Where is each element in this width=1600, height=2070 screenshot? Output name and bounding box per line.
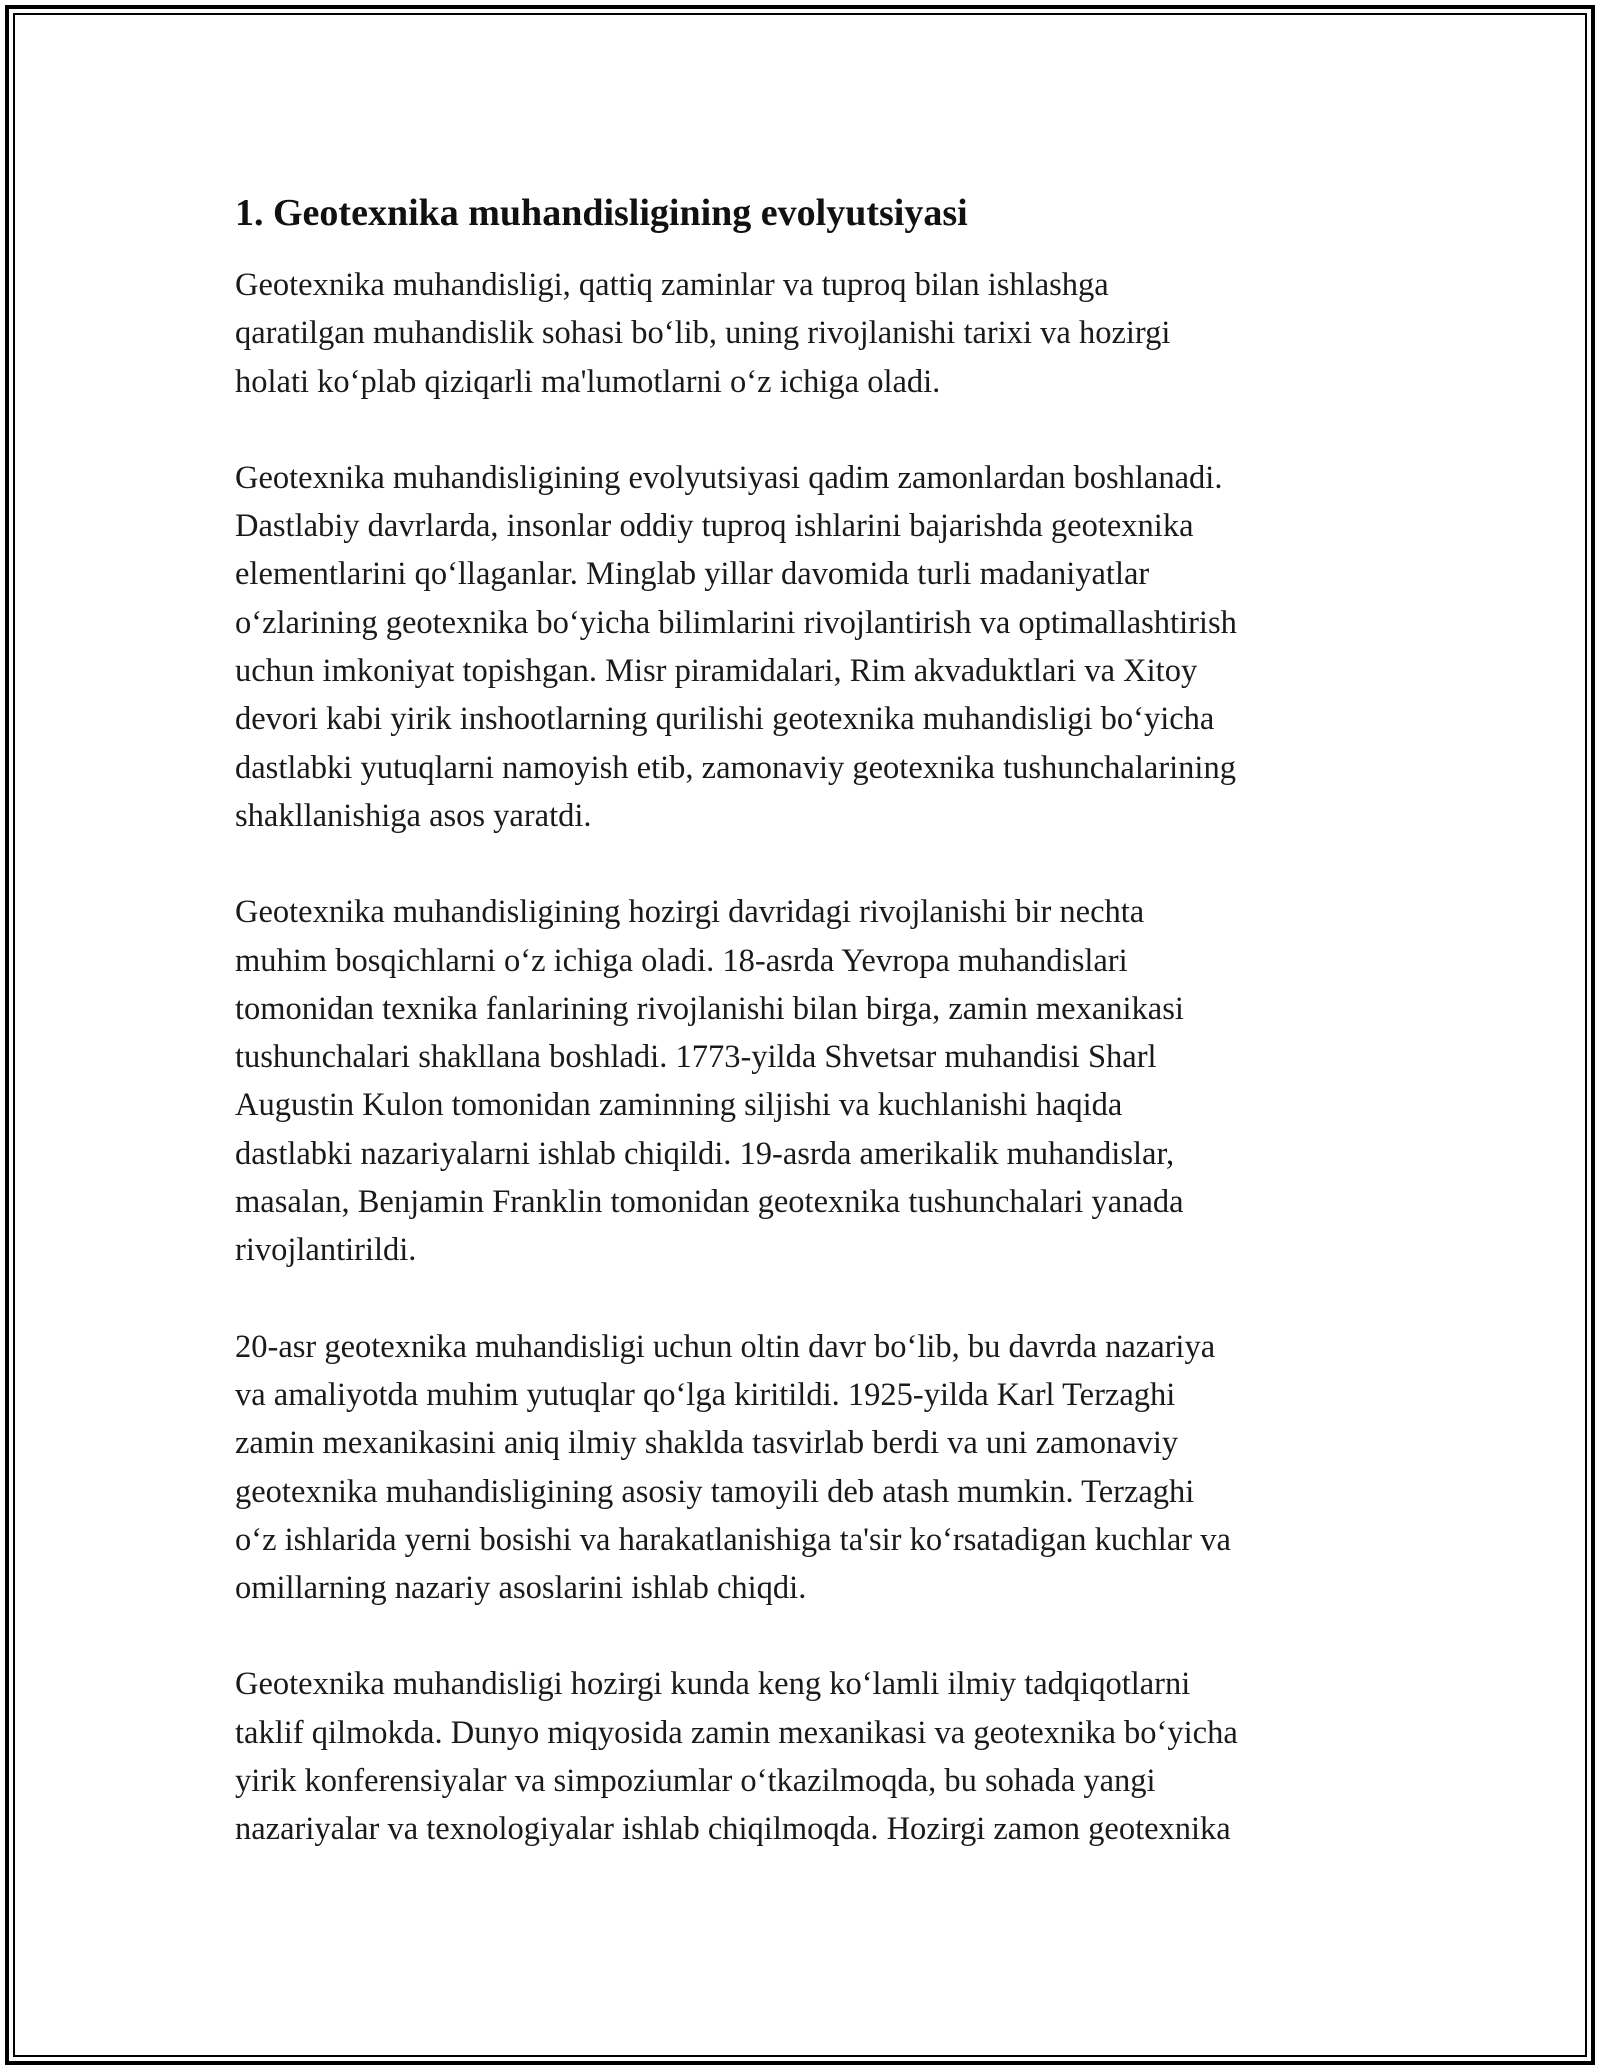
text-line: muhim bosqichlarni o‘z ichiga oladi. 18-asrda Yevropa muhandislari [235, 942, 1128, 979]
text-line: taklif qilmokda. Dunyo miqyosida zamin mexanikasi va geotexnika bo‘yicha [235, 1714, 1238, 1751]
paragraph-20th-century [235, 1323, 1375, 1613]
text-line: Dastlabiy davrlarda, insonlar oddiy tuproq ishlarini bajarishda geotexnika [235, 508, 1194, 545]
text-line: dastlabki yutuqlarni namoyish etib, zamonaviy geotexnika tushunchalarining [235, 749, 1236, 786]
text-line: Geotexnika muhandisligining hozirgi davridagi rivojlanishi bir nechta [235, 894, 1145, 931]
text-line: Geotexnika muhandisligi hozirgi kunda keng ko‘lamli ilmiy tadqiqotlarni [235, 1666, 1191, 1703]
text-line: va amaliyotda muhim yutuqlar qo‘lga kiritildi. 1925-yilda Karl Terzaghi [235, 1376, 1176, 1413]
text-line: shakllanishiga asos yaratdi. [235, 797, 592, 834]
paragraph-present-day [235, 1660, 1375, 1853]
section-heading: 1. Geotexnika muhandisligining evolyutsiyasi [235, 192, 968, 234]
text-line: o‘zlarining geotexnika bo‘yicha bilimlarini rivojlantirish va optimallashtirish [235, 604, 1237, 641]
text-line: dastlabki nazariyalarni ishlab chiqildi. 19-asrda amerikalik muhandislar, [235, 1135, 1175, 1172]
text-line: elementlarini qo‘llaganlar. Minglab yillar davomida turli madaniyatlar [235, 556, 1150, 593]
text-line: holati ko‘plab qiziqarli ma'lumotlarni o‘z ichiga oladi. [235, 363, 941, 400]
text-line: yirik konferensiyalar va simpoziumlar o‘tkazilmoqda, bu sohada yangi [235, 1763, 1156, 1800]
text-line: omillarning nazariy asoslarini ishlab chiqdi. [235, 1570, 807, 1607]
text-line: o‘z ishlarida yerni bosishi va harakatlanishiga ta'sir ko‘rsatadigan kuchlar va [235, 1521, 1231, 1558]
text-line: rivojlantirildi. [235, 1232, 417, 1269]
text-line: Geotexnika muhandisligi, qattiq zaminlar va tuproq bilan ishlashga [235, 267, 1109, 303]
paragraph-intro [235, 261, 1375, 406]
text-line: Augustin Kulon tomonidan zaminning siljishi va kuchlanishi haqida [235, 1087, 1123, 1124]
paragraph-ancient-history [235, 454, 1375, 840]
paragraph-modern-development [235, 888, 1375, 1274]
text-line: devori kabi yirik inshootlarning qurilishi geotexnika muhandisligi bo‘yicha [235, 701, 1215, 738]
document-body [235, 185, 1375, 1902]
text-line: masalan, Benjamin Franklin tomonidan geotexnika tushunchalari yanada [235, 1184, 1184, 1221]
text-line: tushunchalari shakllana boshladi. 1773-yilda Shvetsar muhandisi Sharl [235, 1039, 1157, 1076]
text-line: 20-asr geotexnika muhandisligi uchun oltin davr bo‘lib, bu davrda nazariya [235, 1328, 1216, 1365]
text-line: Geotexnika muhandisligining evolyutsiyasi qadim zamonlardan boshlanadi. [235, 459, 1223, 496]
text-line: tomonidan texnika fanlarining rivojlanishi bilan birga, zamin mexanikasi [235, 990, 1184, 1027]
text-line: nazariyalar va texnologiyalar ishlab chiqilmoqda. Hozirgi zamon geotexnika [235, 1811, 1231, 1848]
text-line: qaratilgan muhandislik sohasi bo‘lib, uning rivojlanishi tarixi va hozirgi [235, 315, 1171, 352]
text-line: zamin mexanikasini aniq ilmiy shaklda tasvirlab berdi va uni zamonaviy [235, 1425, 1179, 1462]
text-line: geotexnika muhandisligining asosiy tamoyili deb atash mumkin. Terzaghi [235, 1473, 1195, 1510]
text-line: uchun imkoniyat topishgan. Misr piramidalari, Rim akvaduktlari va Xitoy [235, 653, 1198, 690]
